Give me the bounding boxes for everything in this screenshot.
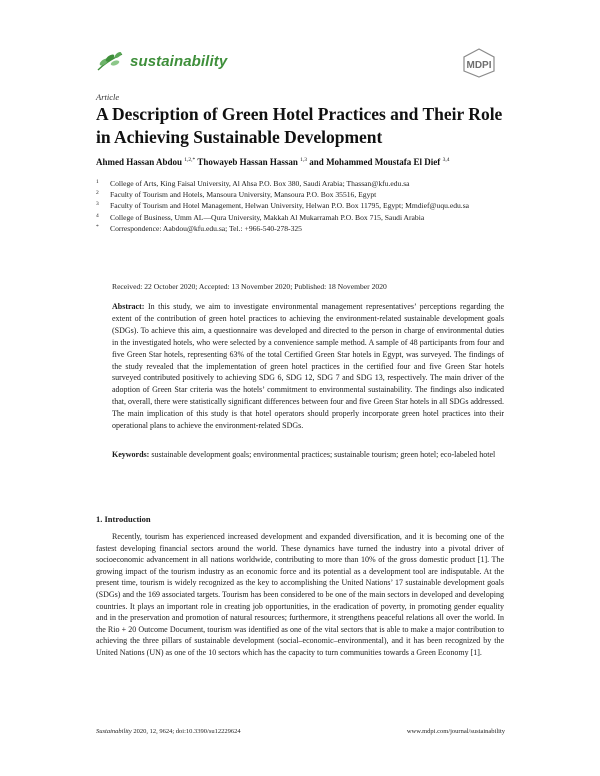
affiliation-list: [96, 178, 516, 234]
affiliation-text: Faculty of Tourism and Hotels, Mansoura University, Mansoura P.O. Box 35516, Egypt: [110, 190, 377, 200]
publisher-name: MDPI: [466, 60, 492, 71]
affiliation-text: Faculty of Tourism and Hotel Management, Helwan University, Helwan P.O. Box 11795, Egypt; Mmdief@uqu.edu.sa: [110, 201, 470, 211]
affiliation-item: [96, 178, 516, 189]
author-name: Thowayeb Hassan Hassan: [197, 157, 298, 167]
affiliation-item: [96, 189, 516, 200]
author-affiliation-marker: 1,3: [300, 157, 308, 163]
affiliation-item: [96, 200, 516, 211]
author-name: Mohammed Moustafa El Dief: [326, 157, 441, 167]
section-heading: 1. Introduction: [96, 514, 151, 524]
keywords-text: sustainable development goals; environmental practices; sustainable tourism; green hotel; eco-labeled hotel: [149, 450, 496, 459]
journal-name: sustainability: [130, 52, 228, 70]
author-name: Ahmed Hassan Abdou: [96, 157, 183, 167]
affiliation-item: [96, 212, 516, 223]
affiliation-number: 3: [96, 201, 99, 208]
publication-dates: Received: 22 October 2020; Accepted: 13 November 2020; Published: 18 November 2020: [112, 282, 387, 291]
author-list: [96, 157, 516, 167]
affiliation-number: *: [96, 223, 99, 230]
publisher-logo: [461, 48, 497, 78]
affiliation-item: [96, 223, 516, 234]
abstract-label: Abstract:: [112, 302, 145, 311]
introduction-paragraph: Recently, tourism has experienced increased development and expanded diversification, and it is becoming one of the fastest developing financial sectors around the world. These dynamics have turned the industry into a pivotal driver of socioeconomic advancement in all nations worldwide, contributing to more than 10% of the gross domestic product [1]. The growing impact of the tourism industry as an economic force and its potential as a development tool are indisputable. At the present time, tourism is widely recognized as the key to accomplishing the United Nations’ 17 sustainable development goals (SDGs) and the 169 associated targets. Tourism has been considered to be one of the main sectors in developed and developing countries. It plays an important role in creating job opportunities, in the eradication of poverty, in promoting gender equality and in the preservation and promotion of natural resources; furthermore, it strengthens peaceful relations all over the world. In the Rio + 20 Outcome Document, tourism was identified as one of the vital sectors that is able to make a major contribution to achieving the three pillars of sustainable development (social–economic–environmental), and it has been recognized by the United Nations (UN) as one of the 10 sectors which has the capacity to turn communities towards a Green Economy [1].: [96, 532, 504, 657]
affiliation-number: 1: [96, 179, 99, 185]
footer-citation: [96, 728, 241, 735]
affiliation-text: College of Arts, King Faisal University, Al Ahsa P.O. Box 380, Saudi Arabia; Thassan@kfu.edu.sa: [110, 179, 410, 188]
correspondence-text: Correspondence: Aabdou@kfu.edu.sa; Tel.: +966-540-278-325: [110, 223, 302, 233]
author-separator: and: [307, 157, 327, 167]
article-type: Article: [96, 92, 120, 102]
author-affiliation-marker: 1,2,*: [184, 157, 196, 163]
author-affiliation-marker: 3,4: [442, 157, 450, 163]
abstract-text: In this study, we aim to investigate environmental management representatives’ perceptions regarding the extent of the contribution of green hotel practices to achieving the environment-related sustainable development goals (SDGs). To achieve this aim, a questionnaire was developed and directed to the person in charge of environmental duties in the investigated hotels, who were selected by a convenience sample method. A sample of 48 participants from four and five Green Star hotels, representing 63% of the total Certified Green Star hotels in Egypt, was surveyed. The findings of the study revealed that the implementation of green hotel practices in the certified four and five Green Star hotels surveyed contributed positively to achieving SDG 6, SDG 12, SDG 7 and SDG 13, respectively. The main driver of the adoption of Green Star criteria was the hotels’ commitment to environmental sustainability. The findings also indicated that, overall, there were statistically significant differences between four and five Green Star hotels in all SDGs addressed. The main implication of this study is that hotel operators should properly incorporate green hotel practices into their operational plans to achieve the environment-related SDGs.: [112, 302, 504, 431]
journal-logo: [96, 50, 227, 72]
affiliation-number: 4: [96, 212, 99, 219]
affiliation-text: College of Business, Umm AL—Qura University, Makkah Al Mukarramah P.O. Box 715, Saudi Arabia: [110, 212, 425, 222]
keywords-label: Keywords:: [112, 450, 150, 459]
leaf-icon: [96, 50, 124, 72]
abstract: [112, 301, 504, 432]
footer-journal-url[interactable]: www.mdpi.com/journal/sustainability: [406, 728, 505, 735]
footer-citation-details: 2020, 12, 9624; doi:10.3390/su12229624: [131, 728, 241, 735]
footer-journal-name: Sustainability: [96, 728, 132, 735]
affiliation-number: 2: [96, 190, 99, 197]
keywords: [112, 449, 504, 461]
article-title: A Description of Green Hotel Practices and Their Role in Achieving Sustainable Development: [96, 104, 503, 147]
